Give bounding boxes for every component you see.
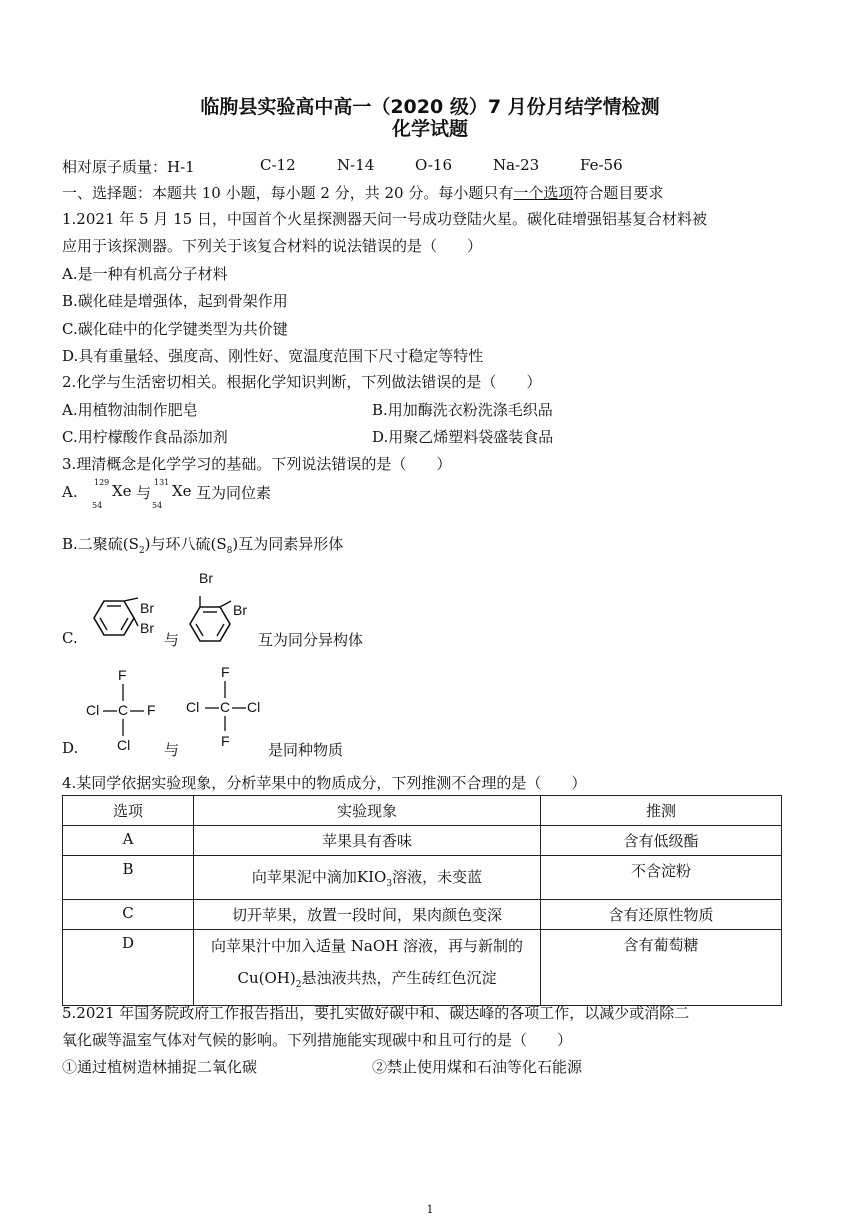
q5-option-1: ①通过植树造林捕捉二氧化碳 (62, 1058, 258, 1076)
table-row (63, 900, 782, 930)
q3-d1-cl-bottom: Cl (117, 737, 131, 753)
table-row (63, 856, 782, 900)
row-c-option: C (63, 900, 194, 930)
row-a-observation: 苹果具有香味 (194, 826, 541, 856)
atomic-mass-fe: Fe-56 (580, 156, 623, 174)
q4-stem: 4.某同学依据实验现象，分析苹果中的物质成分，下列推测不合理的是（ ） (62, 774, 587, 792)
q3-d2-f-bottom: F (221, 733, 230, 749)
q1-option-b: B.碳化硅是增强体，起到骨架作用 (62, 292, 288, 310)
table-row (63, 930, 782, 1006)
row-d-obs-line2-pre: Cu(OH) (237, 969, 296, 987)
ortho-dibromobenzene-structure-1 (86, 592, 166, 642)
row-b-obs-sub: 3 (386, 879, 393, 889)
table-header-inference: 推测 (541, 796, 782, 826)
section-header-suffix: 符合题目要求 (573, 184, 664, 202)
q3-c-tail: 互为同分异构体 (258, 631, 364, 649)
q3-b-formula2: (S (210, 535, 227, 553)
atomic-mass-h: 相对原子质量：H-1 (62, 158, 195, 176)
q3-b-sub2: 8 (226, 546, 233, 556)
q3-d2-cl-left: Cl (186, 699, 200, 715)
atomic-mass-c: C-12 (260, 156, 296, 174)
q3-option-b (62, 533, 343, 556)
q2-option-a: A.用植物油制作肥皂 (62, 401, 198, 419)
section-header-underlined: 一个选项 (513, 184, 574, 202)
q3-d2-cl-right: Cl (247, 699, 261, 715)
table-header-observation: 实验现象 (194, 796, 541, 826)
section-header-prefix: 一、选择题：本题共 10 小题，每小题 2 分，共 20 分。每小题只有 (62, 184, 514, 202)
q3-stem: 3.理清概念是化学学习的基础。下列说法错误的是（ ） (62, 455, 452, 473)
page-title: 临朐县实验高中高一（2020 级）7 月份月结学情检测 (200, 96, 660, 118)
q3-a-mass1: 129 (94, 478, 110, 487)
row-c-observation: 切开苹果，放置一段时间，果肉颜色变深 (194, 900, 541, 930)
row-b-inference: 不含淀粉 (541, 856, 782, 900)
q2-option-c: C.用柠檬酸作食品添加剂 (62, 428, 228, 446)
q2-option-b: B.用加酶洗衣粉洗涤毛织品 (372, 401, 553, 419)
row-d-obs-line2-sub: 2 (295, 980, 302, 990)
row-b-observation (194, 856, 541, 900)
q3-c1-br-bottom: Br (140, 620, 154, 636)
q2-stem: 2.化学与生活密切相关。根据化学知识判断，下列做法错误的是（ ） (62, 373, 542, 391)
table-row (63, 826, 782, 856)
q3-b-sub1: 2 (138, 546, 145, 556)
q3-a-symbol1: Xe (112, 482, 132, 500)
q3-b-mid: )与环八硫 (144, 535, 211, 553)
q1-option-d: D.具有重量轻、强度高、刚性好、宽温度范围下尺寸稳定等特性 (62, 347, 484, 365)
table-header-option: 选项 (63, 796, 194, 826)
q3-d2-c: C (220, 699, 231, 715)
q3-option-a-label: A. (62, 483, 78, 501)
q5-stem-line1: 5.2021 年国务院政府工作报告指出，要扎实做好碳中和、碳达峰的各项工作，以减少或消除二 (62, 1004, 690, 1022)
q1-stem-line1: 1.2021 年 5 月 15 日，中国首个火星探测器天问一号成功登陆火星。碳化硅增强铝基复合材料被 (62, 210, 707, 228)
q3-d1-c: C (118, 702, 129, 718)
table-header-row (63, 796, 782, 826)
q5-stem-line2: 氧化碳等温室气体对气候的影响。下列措施能实现碳中和且可行的是（ ） (62, 1031, 573, 1049)
q2-option-d: D.用聚乙烯塑料袋盛装食品 (372, 428, 554, 446)
row-d-option: D (63, 930, 194, 1006)
q5-option-2: ②禁止使用煤和石油等化石能源 (372, 1058, 583, 1076)
row-a-option: A (63, 826, 194, 856)
q3-d2-f-top: F (221, 664, 230, 680)
q3-a-symbol2: Xe (172, 482, 192, 500)
q3-a-z1: 54 (92, 501, 103, 510)
q3-b-pre: B.二聚硫 (62, 535, 123, 553)
row-b-obs-pre: 向苹果泥中滴加KIO (251, 868, 387, 886)
row-a-inference: 含有低级酯 (541, 826, 782, 856)
q3-c-mid: 与 (164, 631, 180, 649)
page-subtitle: 化学试题 (391, 118, 468, 140)
section-header (62, 182, 663, 203)
q3-a-tail: 互为同位素 (196, 484, 272, 502)
q3-option-c-label: C. (62, 629, 78, 647)
q3-d-tail: 是同种物质 (268, 741, 344, 759)
q3-c2-br-top: Br (199, 570, 213, 586)
row-b-obs-post: 溶液，未变蓝 (392, 868, 483, 886)
row-d-obs-line2-post: 悬浊液共热，产生砖红色沉淀 (301, 969, 497, 987)
q3-d-mid: 与 (164, 741, 180, 759)
q3-c1-br-top: Br (140, 600, 154, 616)
atomic-mass-o: O-16 (415, 156, 453, 174)
q4-experiment-table (62, 795, 782, 1006)
row-b-option: B (63, 856, 194, 900)
q3-c2-br-side: Br (233, 602, 247, 618)
atomic-mass-n: N-14 (337, 156, 375, 174)
q3-b-tail: )互为同素异形体 (232, 535, 344, 553)
q3-b-formula1: (S (122, 535, 139, 553)
q1-stem-line2: 应用于该探测器。下列关于该复合材料的说法错误的是（ ） (62, 237, 483, 255)
q3-d1-f-right: F (147, 702, 156, 718)
page-number: 1 (426, 1203, 434, 1216)
q1-option-a: A.是一种有机高分子材料 (62, 265, 228, 283)
atomic-mass-na: Na-23 (493, 156, 540, 174)
q3-d1-cl-left: Cl (86, 702, 100, 718)
q3-d1-f-top: F (118, 667, 127, 683)
q3-a-mass2: 131 (154, 478, 170, 487)
q3-option-d-label: D. (62, 739, 79, 757)
row-d-obs-line1: 向苹果汁中加入适量 NaOH 溶液，再与新制的 (211, 937, 523, 955)
row-d-inference: 含有葡萄糖 (541, 930, 782, 1006)
ortho-dibromobenzene-structure-2 (186, 584, 266, 648)
q1-option-c: C.碳化硅中的化学键类型为共价键 (62, 320, 288, 338)
q3-a-z2: 54 (152, 501, 163, 510)
row-d-observation (194, 930, 541, 1006)
row-c-inference: 含有还原性物质 (541, 900, 782, 930)
q3-a-mid: 与 (136, 484, 152, 502)
